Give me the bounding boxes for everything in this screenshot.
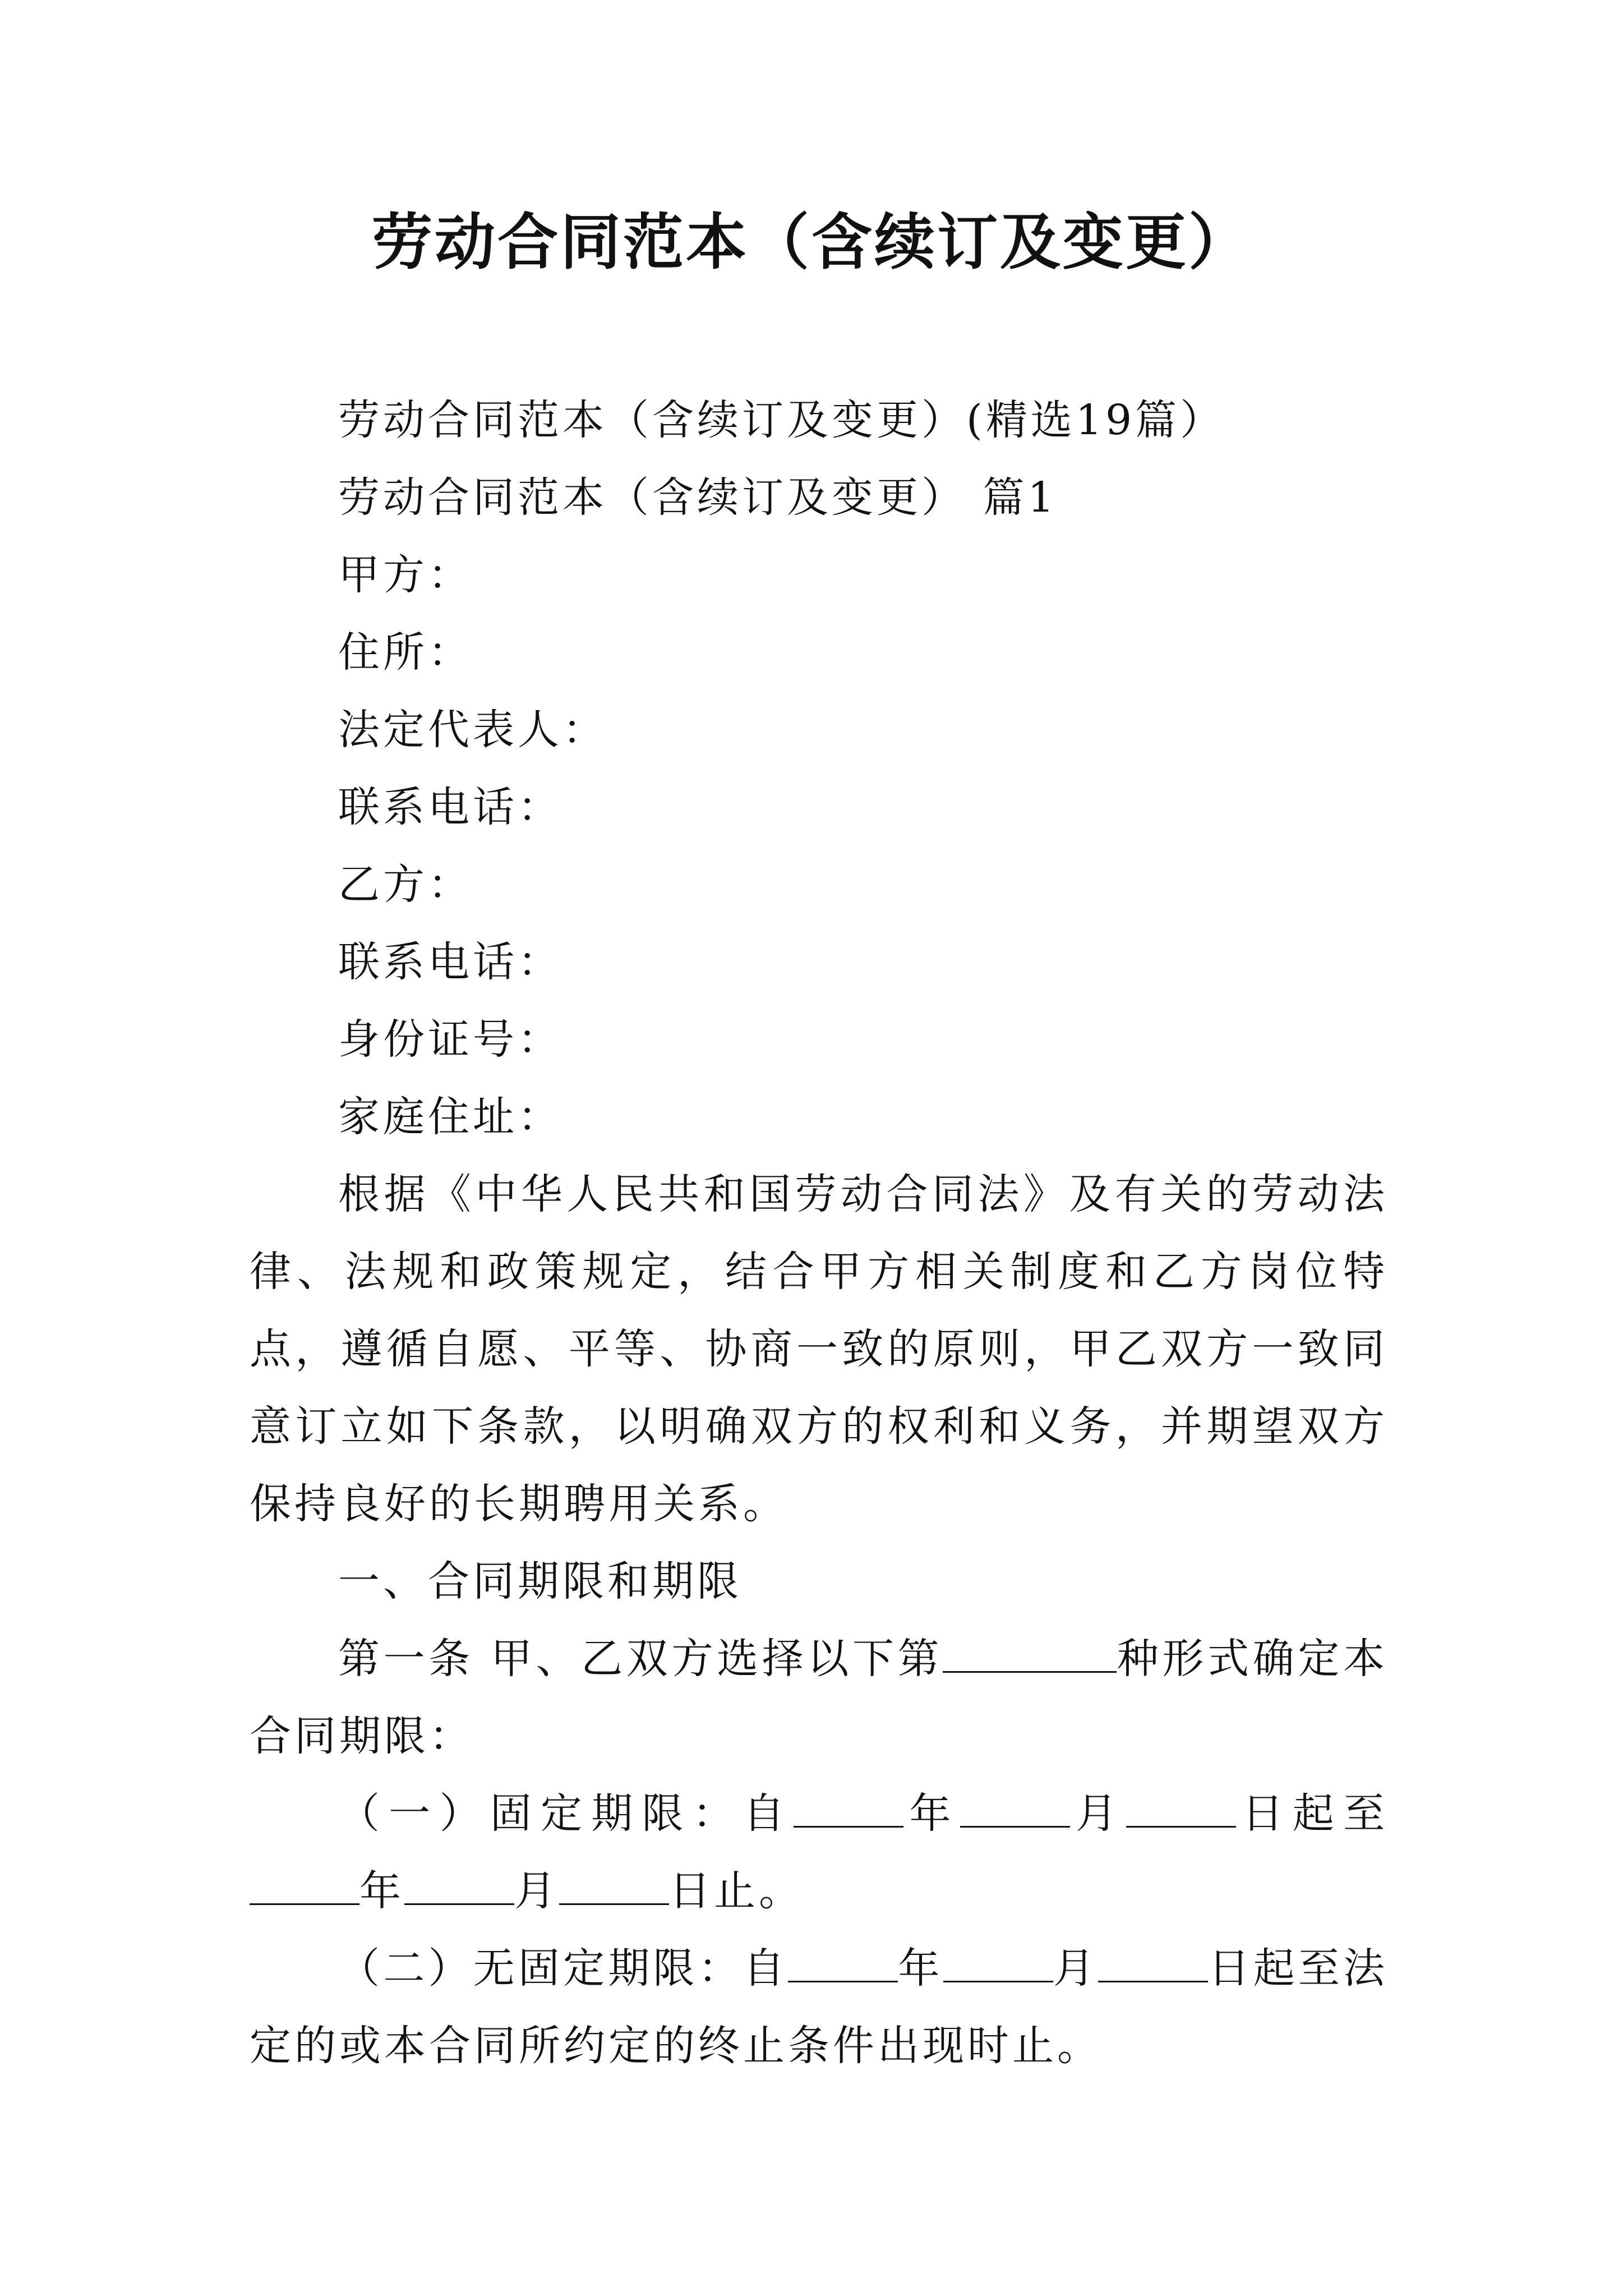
open-term-label: （二）无固定期限：自 <box>338 1944 789 1993</box>
year-label: 年 <box>903 1789 960 1838</box>
open-year-label: 年 <box>898 1944 943 1993</box>
form-choice-blank[interactable] <box>943 1635 1117 1673</box>
fixed-term-paragraph <box>250 1775 1388 1930</box>
intro-paragraph: 根据《中华人民共和国劳动合同法》及有关的劳动法律、法规和政策规定，结合甲方相关制度和乙方岗位特点，遵循自愿、平等、协商一致的原则，甲乙双方一致同意订立如下条款，以明确双方的权利和义务，并期望双方保持良好的长期聘用关系。 <box>250 1170 1388 1528</box>
party-a-label: 甲方： <box>338 551 473 599</box>
subtitle-line: 劳动合同范本（含续订及变更）(精选19篇） <box>338 396 1225 444</box>
fixed-term-label: （一）固定期限：自 <box>338 1789 794 1838</box>
chapter-heading: 一、合同期限和期限 <box>338 1557 742 1605</box>
article-1-paragraph <box>250 1620 1388 1775</box>
document-title: 劳动合同范本（含续订及变更） <box>371 207 1251 278</box>
month2-label: 月 <box>514 1867 559 1915</box>
section-heading: 劳动合同范本（含续订及变更） 篇1 <box>338 473 1058 522</box>
start-month-blank[interactable] <box>960 1790 1070 1828</box>
day-from-label: 日起至 <box>1236 1789 1388 1838</box>
year2-label: 年 <box>359 1867 404 1915</box>
home-address-label: 家庭住址： <box>338 1093 562 1141</box>
end-year-blank[interactable] <box>250 1867 359 1905</box>
phone-b-label: 联系电话： <box>338 938 562 986</box>
month-label: 月 <box>1069 1789 1127 1838</box>
end-day-blank[interactable] <box>559 1867 669 1905</box>
open-term-paragraph <box>250 1930 1388 2085</box>
start-year-blank[interactable] <box>794 1790 903 1828</box>
article-1-text-a: 第一条 甲、乙双方选择以下第 <box>338 1635 943 1683</box>
open-start-day-blank[interactable] <box>1098 1945 1208 1982</box>
start-day-blank[interactable] <box>1126 1790 1236 1828</box>
article-1-text-b: 种形式确定本合同期限： <box>250 1635 1388 1760</box>
day-end-label: 日止。 <box>669 1867 804 1915</box>
address-label: 住所： <box>338 628 473 677</box>
end-month-blank[interactable] <box>404 1867 514 1905</box>
party-b-label: 乙方： <box>338 861 473 909</box>
phone-a-label: 联系电话： <box>338 783 562 831</box>
id-number-label: 身份证号： <box>338 1015 562 1064</box>
legal-rep-label: 法定代表人： <box>338 706 607 754</box>
open-start-month-blank[interactable] <box>943 1945 1053 1982</box>
open-term-rest: 日起至法定的或本合同所约定的终止条件出现时止。 <box>250 1944 1389 2070</box>
open-start-year-blank[interactable] <box>788 1945 898 1982</box>
document-body <box>250 381 1388 2085</box>
open-month-label: 月 <box>1053 1944 1099 1993</box>
